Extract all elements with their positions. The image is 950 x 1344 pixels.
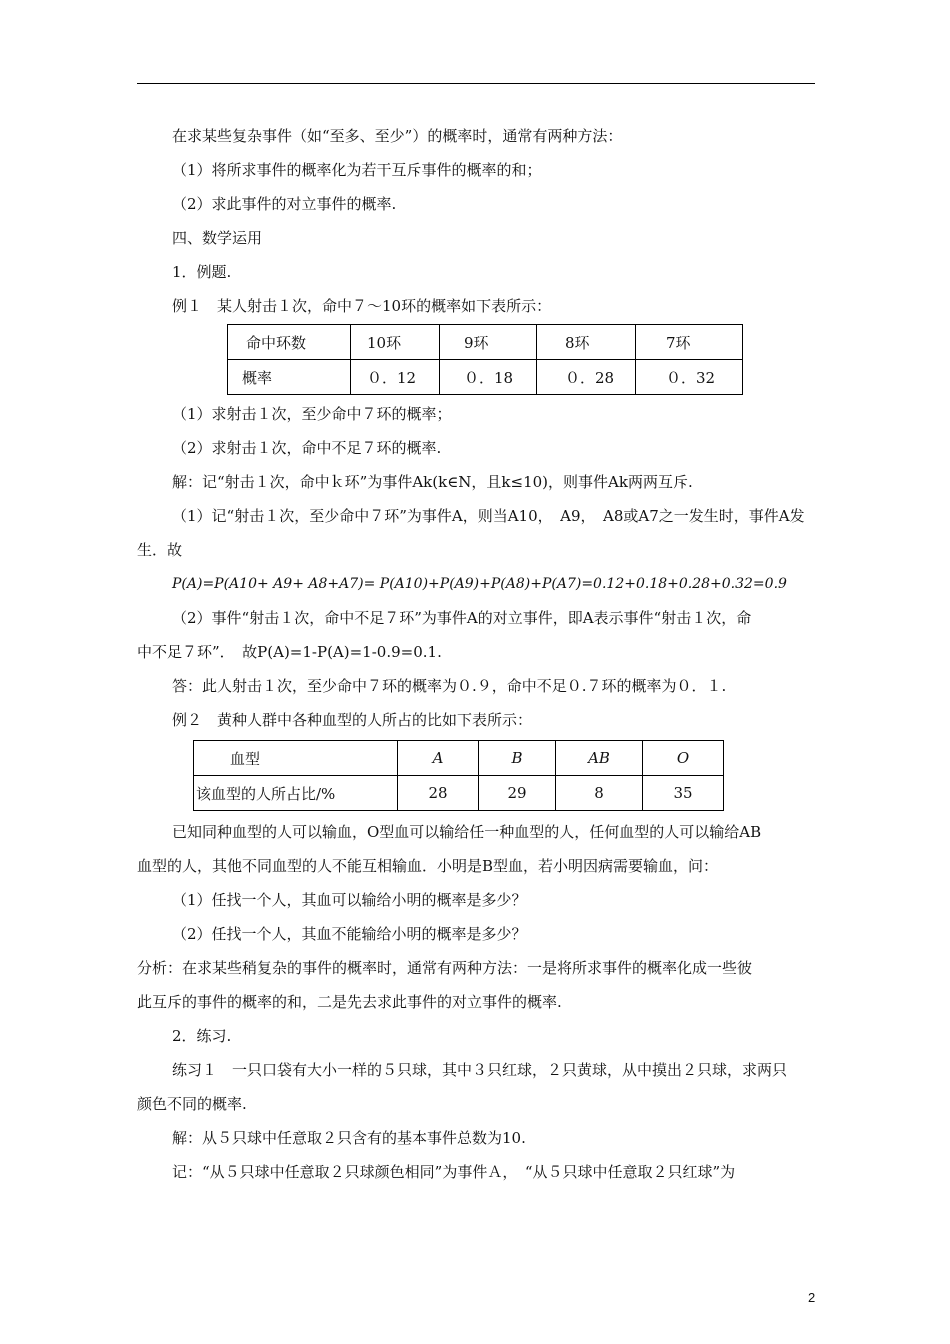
solution-line: （1）记“射击１次，至少命中７环”为事件A，则当A10， A9， A8或A7之一发生时，事件A发 bbox=[172, 507, 805, 525]
analysis-line: 此互斥的事件的概率的和，二是先去求此事件的对立事件的概率. bbox=[137, 993, 562, 1011]
table-cell: 命中环数 bbox=[228, 325, 351, 360]
table-cell: B bbox=[479, 741, 556, 776]
table-row bbox=[228, 360, 743, 395]
exercise-line: 练习１ 一只口袋有大小一样的５只球，其中３只红球，２只黄球，从中摸出２只球，求两只 bbox=[172, 1061, 788, 1079]
table-cell: O bbox=[643, 741, 724, 776]
equation-line: P(A)=P(A10+ A9+ A8+A7)= P(A10)+P(A9)+P(A8)+P(A7)=0.12+0.18+0.28+0.32=0.9 bbox=[172, 576, 787, 592]
example-title: 例２ 黄种人群中各种血型的人所占的比如下表所示： bbox=[172, 711, 533, 729]
table-cell: A bbox=[398, 741, 479, 776]
table-cell: 7环 bbox=[636, 325, 743, 360]
solution-line: 记：“从５只球中任意取２只球颜色相同”为事件Ａ， “从５只球中任意取２只红球”为 bbox=[172, 1163, 736, 1181]
question-line: （1）求射击１次，至少命中７环的概率； bbox=[172, 405, 452, 423]
solution-line: 生．故 bbox=[137, 541, 183, 559]
question-line: （2）求射击１次，命中不足７环的概率. bbox=[172, 439, 442, 457]
exercise-line: 颜色不同的概率. bbox=[137, 1095, 247, 1113]
table-cell: 9环 bbox=[440, 325, 537, 360]
analysis-line: 分析：在求某些稍复杂的事件的概率时，通常有两种方法：一是将所求事件的概率化成一些彼 bbox=[137, 959, 753, 977]
table-cell: ０．32 bbox=[636, 360, 743, 395]
table-cell: 概率 bbox=[228, 360, 351, 395]
page-number: 2 bbox=[808, 1290, 816, 1305]
section-heading: 四、数学运用 bbox=[172, 229, 263, 247]
question-line: （2）任找一个人，其血不能输给小明的概率是多少？ bbox=[172, 925, 527, 943]
paragraph-line: （1）将所求事件的概率化为若干互斥事件的概率的和； bbox=[172, 161, 542, 179]
table-row bbox=[194, 741, 724, 776]
example-title: 例１ 某人射击１次，命中７～10环的概率如下表所示： bbox=[172, 297, 552, 315]
header-rule bbox=[137, 83, 815, 84]
table-cell: 血型 bbox=[194, 741, 398, 776]
subsection-heading: 2．练习. bbox=[172, 1027, 232, 1045]
table-row bbox=[228, 325, 743, 360]
paragraph-line: 已知同种血型的人可以输血，O型血可以输给任一种血型的人，任何血型的人可以输给AB bbox=[172, 823, 762, 841]
table-row bbox=[194, 776, 724, 811]
table-cell: 28 bbox=[398, 776, 479, 811]
table-cell: 该血型的人所占比/% bbox=[194, 776, 398, 811]
table-cell: 8 bbox=[556, 776, 643, 811]
table-cell: ０．28 bbox=[537, 360, 636, 395]
solution-line: 解：从５只球中任意取２只含有的基本事件总数为10. bbox=[172, 1129, 526, 1147]
paragraph-line: 血型的人，其他不同血型的人不能互相输血．小明是B型血，若小明因病需要输血，问： bbox=[137, 857, 719, 875]
subsection-heading: 1．例题. bbox=[172, 263, 232, 281]
question-line: （1）任找一个人，其血可以输给小明的概率是多少？ bbox=[172, 891, 527, 909]
paragraph-line: （2）求此事件的对立事件的概率. bbox=[172, 195, 397, 213]
table-cell: 29 bbox=[479, 776, 556, 811]
paragraph-line: 在求某些复杂事件（如“至多、至少”）的概率时，通常有两种方法： bbox=[172, 127, 623, 145]
ring-probability-table bbox=[227, 324, 743, 395]
table-cell: ０．12 bbox=[351, 360, 440, 395]
blood-type-table bbox=[193, 740, 724, 811]
table-cell: 35 bbox=[643, 776, 724, 811]
answer-line: 答：此人射击１次，至少命中７环的概率为０.９，命中不足０.７环的概率为０．１. bbox=[172, 677, 727, 695]
table-cell: 8环 bbox=[537, 325, 636, 360]
table-cell: AB bbox=[556, 741, 643, 776]
solution-line: 中不足７环”． 故P(A)=1-P(A)=1-0.9=0.1. bbox=[137, 643, 442, 661]
table-cell: ０．18 bbox=[440, 360, 537, 395]
solution-line: （2）事件“射击１次，命中不足７环”为事件A的对立事件，即A表示事件“射击１次，命 bbox=[172, 609, 752, 627]
solution-line: 解：记“射击１次，命中ｋ环”为事件Ak(k∈N，且k≤10)，则事件Ak两两互斥. bbox=[172, 473, 693, 491]
table-cell: 10环 bbox=[351, 325, 440, 360]
